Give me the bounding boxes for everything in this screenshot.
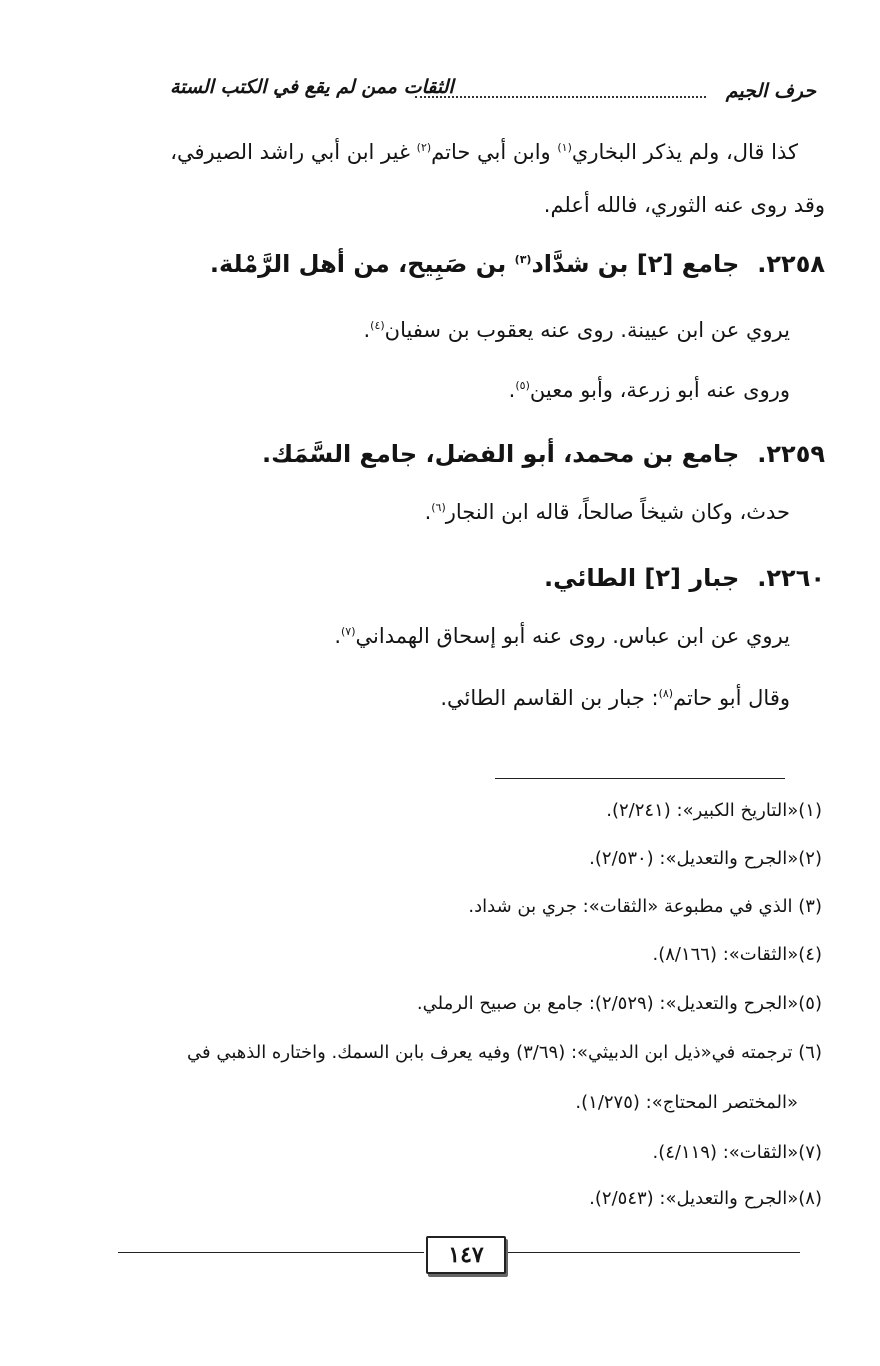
footer-rule-right [504, 1252, 800, 1253]
footnote-ref: (٣) [514, 253, 532, 266]
footnote: (٢)«الجرح والتعديل»: (٢/٥٣٠). [589, 848, 822, 869]
footnote: (٧)«الثقات»: (٤/١١٩). [652, 1142, 822, 1163]
footnote: (٨)«الجرح والتعديل»: (٢/٥٤٣). [589, 1188, 822, 1209]
header-book-title: الثقات ممن لم يقع في الكتب الستة [170, 76, 454, 98]
footnote: (٦) ترجمته في«ذيل ابن الدبيثي»: (٣/٦٩) وفيه يعرف بابن السمك. واختاره الذهبي في [187, 1042, 822, 1063]
entry-name: جامع [٢] بن شدَّاد [531, 250, 740, 278]
entry-number: ٢٢٦٠. [757, 564, 825, 592]
running-header [160, 76, 816, 110]
entry-number: ٢٢٥٨. [757, 250, 825, 278]
footnote: (٤)«الثقات»: (٨/١٦٦). [652, 944, 822, 965]
entry-line: وروى عنه أبو زرعة، وأبو معين$^{(٥)}$. [508, 378, 790, 402]
footnote-ref: (٧) [341, 625, 356, 638]
header-dot-leader [415, 84, 706, 98]
footnote-ref: (٨) [658, 687, 674, 700]
footnote-continuation: «المختصر المحتاج»: (١/٢٧٥). [575, 1092, 798, 1113]
footnote: (٥)«الجرح والتعديل»: (٢/٥٢٩): جامع بن صبيح الرملي. [416, 993, 822, 1014]
footnote-ref: (١) [557, 141, 572, 154]
page-number: ١٤٧ [426, 1236, 506, 1274]
entry-name: جبار [٢] الطائي. [544, 564, 740, 592]
entry-name-cont: بن صَبِيح، من أهل الرَّمْلة. [209, 250, 515, 278]
entry-heading [60, 564, 825, 592]
page-footer [0, 1232, 880, 1282]
entry-line: وقال أبو حاتم$^{(٨)}$: جبار بن القاسم الطائي. [440, 686, 790, 710]
header-section: حرف الجيم [725, 80, 816, 102]
entry-heading [60, 250, 825, 278]
footnote-ref: (٤) [370, 319, 385, 332]
footnote-ref: (٢) [416, 141, 432, 154]
footer-rule-left [118, 1252, 424, 1253]
entry-heading [60, 440, 825, 468]
footnote-ref: (٥) [515, 379, 530, 392]
footnote: (٣) الذي في مطبوعة «الثقات»: جري بن شداد. [468, 896, 822, 917]
footnote-ref: (٦) [431, 501, 446, 514]
paragraph-line: وقد روى عنه الثوري، فالله أعلم. [543, 193, 825, 217]
entry-name: جامع بن محمد، أبو الفضل، جامع السَّمَك. [261, 440, 740, 468]
entry-line: يروي عن ابن عيينة. روى عنه يعقوب بن سفيان$^{(٤)}$. [363, 318, 790, 342]
entry-number: ٢٢٥٩. [757, 440, 825, 468]
entry-line: يروي عن ابن عباس. روى عنه أبو إسحاق الهمداني$^{(٧)}$. [334, 624, 790, 648]
paragraph-line: كذا قال، ولم يذكر البخاري$^{(١)}$ وابن أبي حاتم$^{(٢)}$ غير ابن أبي راشد الصيرفي، [170, 140, 798, 164]
footnote-separator [495, 778, 785, 779]
entry-line: حدث، وكان شيخاً صالحاً، قاله ابن النجار$^{(٦)}$. [424, 500, 790, 524]
footnote: (١)«التاريخ الكبير»: (٢/٢٤١). [606, 800, 822, 821]
